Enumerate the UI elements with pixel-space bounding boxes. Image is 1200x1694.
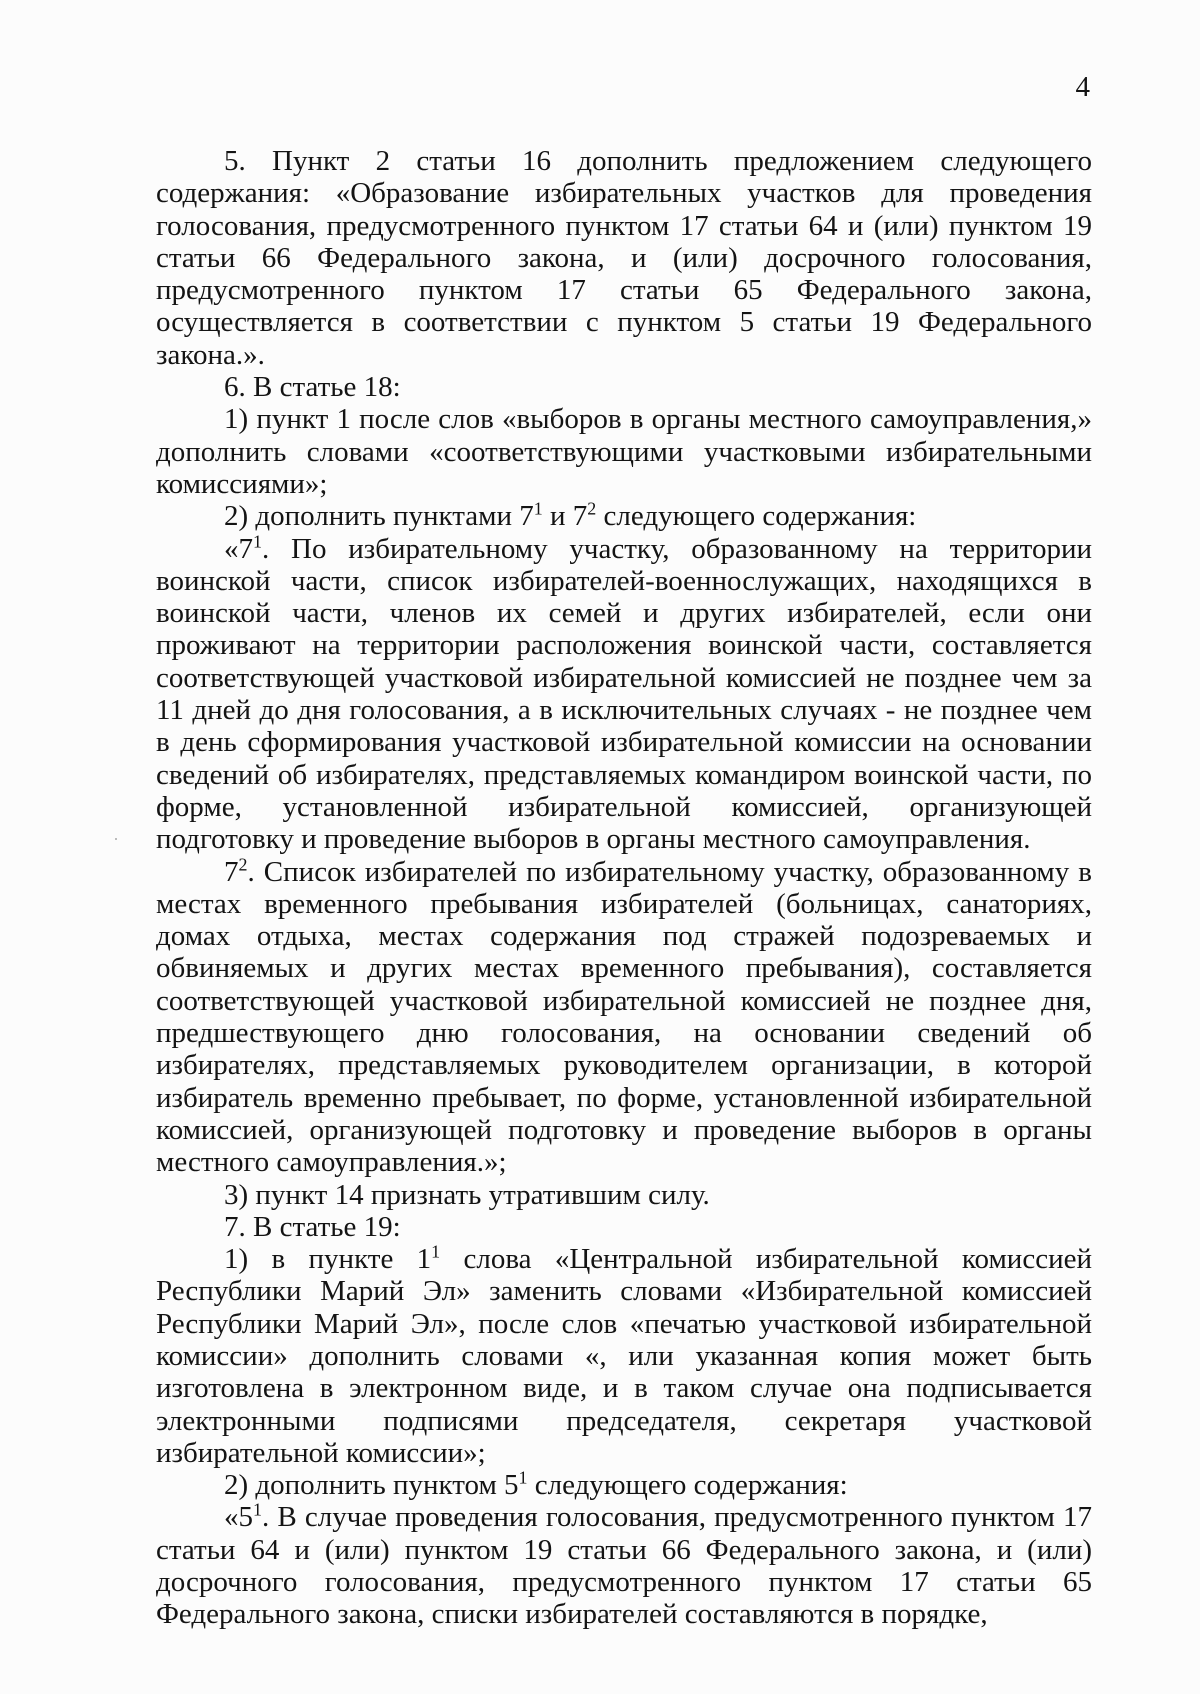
paragraph-clause-7-2: $7^2$. Список избирателей по избирательному участку, образованному в местах временного пребывания избирателей (больницах, санаториях, домах отдыха, местах содержания под стражей подозреваемых и обвиняемых и других местах временного пребывания), составляется соответствующей участковой избирательной комиссией не позднее дня, предшествующего дню голосования, на основании сведений об избирателях, представляемых руководителем организации, в которой избиратель временно пребывает, по форме, установленной избирательной комиссией, организующей подготовку и проведение выборов в органы местного самоуправления.»; bbox=[156, 853, 1092, 1179]
superscript: 1 bbox=[431, 1241, 441, 1262]
page-number: 4 bbox=[1075, 71, 1090, 103]
paragraph-item-7: 7. В статье 19: bbox=[224, 1210, 401, 1243]
paragraph-subitem-1: 1) пункт 1 после слов «выборов в органы местного самоуправления,» дополнить словами «соответствующими участковыми избирательными комиссиями»; bbox=[156, 403, 1092, 500]
paragraph-subitem-1-article-19: 1) в пункте $1^1$ слова «Центральной избирательной комиссией Республики Марий Эл» заменить словами «Избирательной комиссией Республики Марий Эл», после слов «печатью участковой избирательной комиссии» дополнить словами «, или указанная копия может быть изготовлена в электронном виде, и в таком случае она подписывается электронными подписями председателя, секретаря участковой избирательной комиссии»; bbox=[156, 1241, 1092, 1469]
paragraph-subitem-3: 3) пункт 14 признать утратившим силу. bbox=[224, 1178, 710, 1211]
paragraph-clause-7-1: «$7^1$. По избирательному участку, образованному на территории воинской части, список избирателей-военнослужащих, находящихся в воинской части, членов их семей и других избирателей, если они проживают на территории расположения воинской части, составляется соответствующей участковой избирательной комиссией не позднее чем за 11 дней до дня голосования, а в исключительных случаях - не позднее чем в день сформирования участковой избирательной комиссии на основании сведений об избирателях, представляемых командиром воинской части, по форме, установленной избирательной комиссией, организующей подготовку и проведение выборов в органы местного самоуправления. bbox=[156, 530, 1092, 856]
paragraph-item-6: 6. В статье 18: bbox=[224, 371, 401, 404]
paragraph-clause-5-1: «$5^1$. В случае проведения голосования, предусмотренного пунктом 17 статьи 64 и (или) пунктом 19 статьи 66 Федерального закона, и (или) досрочного голосования, предусмотренного пунктом 17 статьи 65 Федерального закона, списки избирателей составляются в порядке, bbox=[156, 1499, 1092, 1631]
paragraph-subitem-2-article-19: 2) дополнить пунктом $5^1$ следующего содержания: bbox=[224, 1467, 848, 1502]
scan-artifact bbox=[115, 838, 117, 840]
superscript: 1 bbox=[253, 1499, 262, 1520]
superscript: 2 bbox=[587, 498, 597, 519]
paragraph-item-5: 5. Пункт 2 статьи 16 дополнить предложением следующего содержания: «Образование избирательных участков для проведения голосования, предусмотренного пунктом 17 статьи 64 и (или) пунктом 19 статьи 66 Федерального закона, и (или) досрочного голосования, предусмотренного пунктом 17 статьи 65 Федерального закона, осуществляется в соответствии с пунктом 5 статьи 19 Федерального закона.». bbox=[156, 145, 1092, 371]
paragraph-subitem-2: 2) дополнить пунктами $7^1$ и $7^2$ следующего содержания: bbox=[224, 498, 917, 533]
superscript: 1 bbox=[518, 1467, 528, 1488]
superscript: 1 bbox=[533, 498, 543, 519]
superscript: 2 bbox=[238, 853, 248, 874]
superscript: 1 bbox=[253, 530, 262, 551]
document-body bbox=[156, 145, 1092, 1631]
